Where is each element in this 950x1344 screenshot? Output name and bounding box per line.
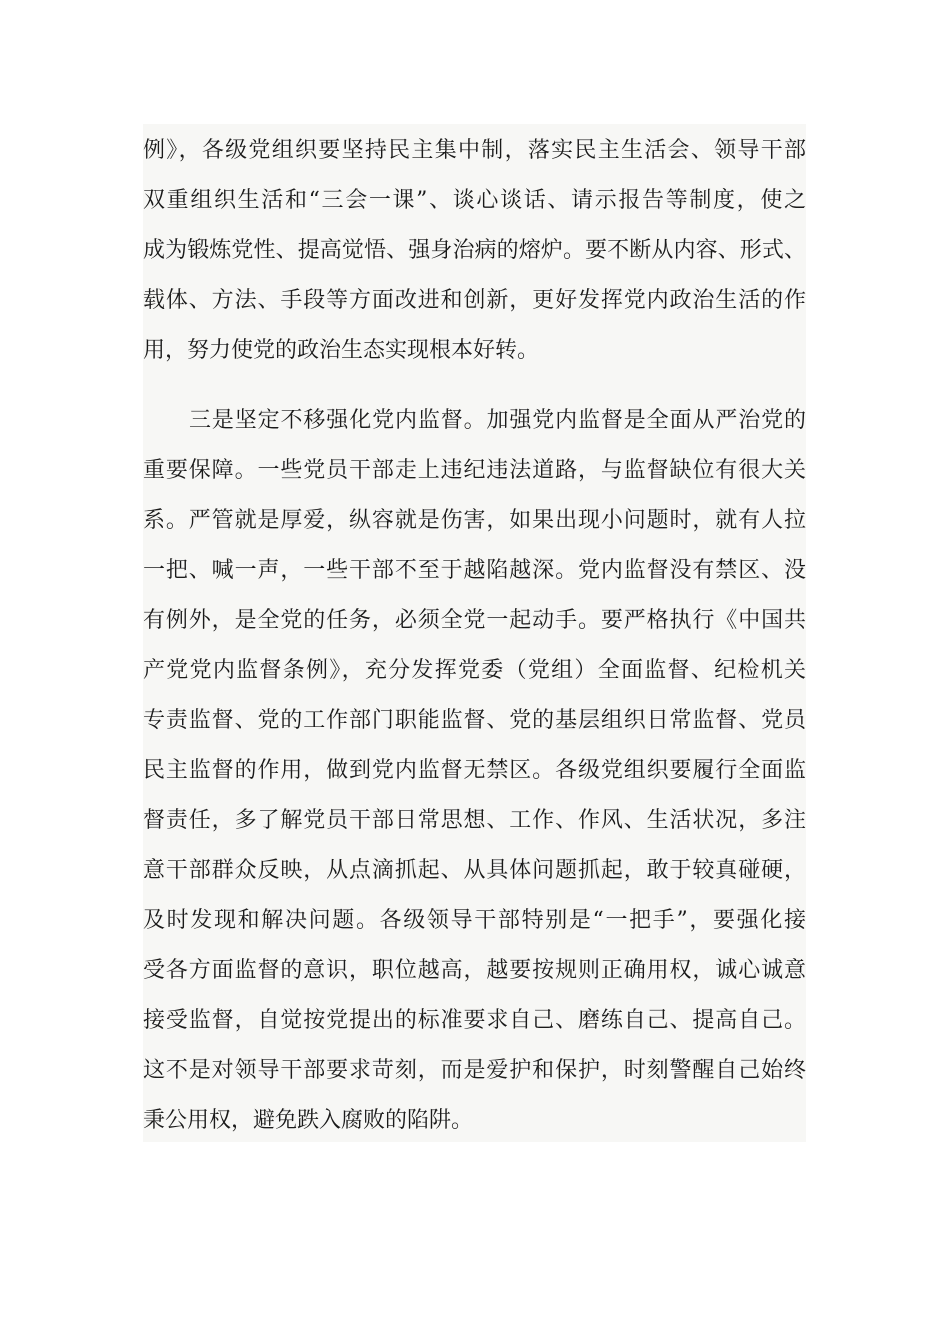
paragraph-1-line-5: 用，努力使党的政治生态实现根本好转。 xyxy=(143,338,540,363)
paragraph-2-line-4: 一把、喊一声，一些干部不至于越陷越深。党内监督没有禁区、没 xyxy=(143,558,806,583)
paragraph-2-line-3: 系。严管就是厚爱，纵容就是伤害，如果出现小问题时，就有人拉 xyxy=(143,508,806,533)
paragraph-1-line-3: 成为锻炼党性、提高觉悟、强身治病的熔炉。要不断从内容、形式、 xyxy=(143,238,806,263)
paragraph-2-line-5: 有例外，是全党的任务，必须全党一起动手。要严格执行《中国共 xyxy=(143,608,806,633)
body-text-block xyxy=(143,124,806,1142)
paragraph-2-line-2: 重要保障。一些党员干部走上违纪违法道路，与监督缺位有很大关 xyxy=(143,458,806,483)
paragraph-1-line-2: 双重组织生活和“三会一课”、谈心谈话、请示报告等制度，使之 xyxy=(143,188,806,213)
paragraph-2-line-8: 民主监督的作用，做到党内监督无禁区。各级党组织要履行全面监 xyxy=(143,758,806,783)
paragraph-2-line-10: 意干部群众反映，从点滴抓起、从具体问题抓起，敢于较真碰硬， xyxy=(143,858,806,883)
paragraph-2-line-14: 这不是对领导干部要求苛刻，而是爱护和保护，时刻警醒自己始终 xyxy=(143,1058,806,1083)
paragraph-2-line-1: 三是坚定不移强化党内监督。加强党内监督是全面从严治党的 xyxy=(189,408,806,433)
paragraph-2-line-6: 产党党内监督条例》，充分发挥党委（党组）全面监督、纪检机关 xyxy=(143,658,806,683)
paragraph-2-line-7: 专责监督、党的工作部门职能监督、党的基层组织日常监督、党员 xyxy=(143,708,806,733)
paragraph-2-line-11: 及时发现和解决问题。各级领导干部特别是“一把手”，要强化接 xyxy=(143,908,806,933)
paragraph-2-line-13: 接受监督，自觉按党提出的标准要求自己、磨练自己、提高自己。 xyxy=(143,1008,806,1033)
paragraph-2-line-12: 受各方面监督的意识，职位越高，越要按规则正确用权，诚心诚意 xyxy=(143,958,806,983)
paragraph-1-line-1: 例》，各级党组织要坚持民主集中制，落实民主生活会、领导干部 xyxy=(143,138,806,163)
paragraph-2-line-15: 秉公用权，避免跌入腐败的陷阱。 xyxy=(143,1108,474,1133)
paragraph-1-line-4: 载体、方法、手段等方面改进和创新，更好发挥党内政治生活的作 xyxy=(143,288,806,313)
paragraph-2-line-9: 督责任，多了解党员干部日常思想、工作、作风、生活状况，多注 xyxy=(143,808,806,833)
